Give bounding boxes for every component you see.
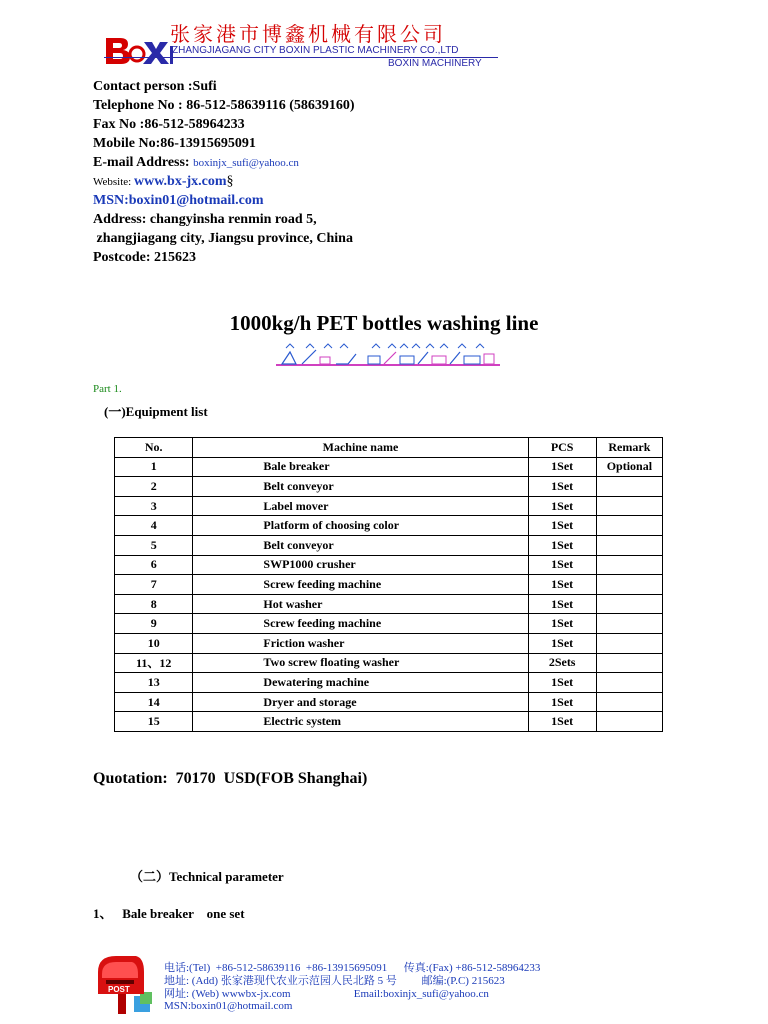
cell-pcs: 1Set: [528, 633, 596, 653]
table-row: [115, 712, 663, 732]
quotation: Quotation: 70170 USD(FOB Shanghai): [93, 770, 368, 787]
contact-person: Contact person :Sufi: [93, 79, 217, 94]
cell-remark: [596, 633, 662, 653]
cell-machine-name: Platform of choosing color: [193, 516, 528, 536]
table-row: [115, 614, 663, 634]
table-row: [115, 457, 663, 477]
cell-machine-name: Belt conveyor: [193, 477, 528, 497]
table-row: [115, 594, 663, 614]
document-title: 1000kg/h PET bottles washing line: [229, 311, 539, 335]
cell-no: 15: [115, 712, 193, 732]
table-row: [115, 673, 663, 693]
website-suffix: §: [226, 174, 234, 189]
email-row: [93, 154, 299, 172]
part-label: Part 1.: [93, 383, 122, 395]
cell-machine-name: Electric system: [193, 712, 528, 732]
website-label: Website:: [93, 176, 134, 188]
equipment-list-heading: (一)Equipment list: [104, 404, 208, 419]
svg-text:POST: POST: [108, 985, 130, 994]
cell-pcs: 1Set: [528, 516, 596, 536]
cell-machine-name: Belt conveyor: [193, 535, 528, 555]
col-header-no: No.: [115, 438, 193, 458]
cell-machine-name: Dewatering machine: [193, 673, 528, 693]
footer-msn-line: MSN:boxin01@hotmail.com: [164, 1000, 293, 1012]
address-line-2: zhangjiagang city, Jiangsu province, China: [93, 231, 353, 246]
cell-no: 5: [115, 535, 193, 555]
cell-machine-name: Screw feeding machine: [193, 575, 528, 595]
postcode: Postcode: 215623: [93, 250, 197, 265]
cell-no: 7: [115, 575, 193, 595]
cell-no: 1: [115, 457, 193, 477]
table-row: [115, 575, 663, 595]
cell-remark: [596, 555, 662, 575]
cell-remark: Optional: [596, 457, 662, 477]
mobile: Mobile No:86-13915695091: [93, 136, 256, 151]
col-header-machine-name: Machine name: [193, 438, 528, 458]
cell-machine-name: Friction washer: [193, 633, 528, 653]
cell-pcs: 2Sets: [528, 653, 596, 673]
cell-remark: [596, 477, 662, 497]
cell-remark: [596, 653, 662, 673]
email-link[interactable]: boxinjx_sufi@yahoo.cn: [193, 157, 299, 169]
table-row: [115, 555, 663, 575]
cell-remark: [596, 692, 662, 712]
cell-pcs: 1Set: [528, 555, 596, 575]
cell-pcs: 1Set: [528, 712, 596, 732]
cell-pcs: 1Set: [528, 535, 596, 555]
table-row: [115, 653, 663, 673]
cell-remark: [596, 712, 662, 732]
footer-web-email-line: 网址: (Web) wwwbx-jx.com Email:boxinjx_sufi@yahoo.cn: [164, 988, 489, 1000]
table-row: [115, 496, 663, 516]
cell-pcs: 1Set: [528, 692, 596, 712]
cell-pcs: 1Set: [528, 477, 596, 497]
table-row: [115, 633, 663, 653]
cell-no: 4: [115, 516, 193, 536]
cell-pcs: 1Set: [528, 614, 596, 634]
cell-pcs: 1Set: [528, 575, 596, 595]
cell-machine-name: SWP1000 crusher: [193, 555, 528, 575]
email-label: E-mail Address:: [93, 155, 194, 170]
cell-machine-name: Bale breaker: [193, 457, 528, 477]
cell-pcs: 1Set: [528, 457, 596, 477]
cell-machine-name: Hot washer: [193, 594, 528, 614]
cell-remark: [596, 614, 662, 634]
cell-machine-name: Label mover: [193, 496, 528, 516]
footer-contact-line: 电话:(Tel) +86-512-58639116 +86-13915695091 传真:(Fax) +86-512-58964233: [164, 962, 541, 974]
item-bale-breaker: 1、 Bale breaker one set: [93, 906, 245, 921]
cell-no: 11、12: [115, 653, 193, 673]
cell-remark: [596, 575, 662, 595]
cell-no: 14: [115, 692, 193, 712]
col-header-pcs: PCS: [528, 438, 596, 458]
website-link[interactable]: www.bx-jx.com: [133, 174, 227, 189]
msn-link[interactable]: MSN:boxin01@hotmail.com: [93, 193, 264, 208]
cell-no: 2: [115, 477, 193, 497]
table-row: [115, 477, 663, 497]
cell-machine-name: Two screw floating washer: [193, 653, 528, 673]
company-name-en: ZHANGJIAGANG CITY BOXIN PLASTIC MACHINERY CO.,LTD: [172, 45, 459, 56]
cell-no: 3: [115, 496, 193, 516]
cell-remark: [596, 535, 662, 555]
cell-no: 8: [115, 594, 193, 614]
table-row: [115, 535, 663, 555]
cell-remark: [596, 673, 662, 693]
website-row: [93, 173, 234, 191]
fax: Fax No :86-512-58964233: [93, 117, 245, 132]
cell-no: 6: [115, 555, 193, 575]
address-line-1: Address: changyinsha renmin road 5,: [93, 212, 317, 227]
cell-machine-name: Dryer and storage: [193, 692, 528, 712]
cell-machine-name: Screw feeding machine: [193, 614, 528, 634]
cell-no: 9: [115, 614, 193, 634]
cell-remark: [596, 516, 662, 536]
washing-line-diagram: [276, 340, 500, 370]
equipment-table: [114, 437, 663, 732]
cell-no: 10: [115, 633, 193, 653]
cell-pcs: 1Set: [528, 594, 596, 614]
telephone: Telephone No : 86-512-58639116 (58639160): [93, 98, 355, 113]
brand-label: BOXIN MACHINERY: [388, 58, 482, 69]
table-row: [115, 692, 663, 712]
col-header-remark: Remark: [596, 438, 662, 458]
cell-remark: [596, 594, 662, 614]
table-header-row: [115, 438, 663, 458]
mailbox-icon: [94, 952, 156, 1016]
cell-remark: [596, 496, 662, 516]
table-row: [115, 516, 663, 536]
boxin-logo: [104, 32, 176, 70]
cell-pcs: 1Set: [528, 496, 596, 516]
footer-address-line: 地址: (Add) 张家港现代农业示范园人民北路 5 号 邮编:(P.C) 215623: [164, 975, 505, 987]
company-name-cn: 张家港市博鑫机械有限公司: [170, 22, 446, 46]
cell-pcs: 1Set: [528, 673, 596, 693]
cell-no: 13: [115, 673, 193, 693]
technical-parameter-heading: （二）Technical parameter: [130, 869, 284, 884]
